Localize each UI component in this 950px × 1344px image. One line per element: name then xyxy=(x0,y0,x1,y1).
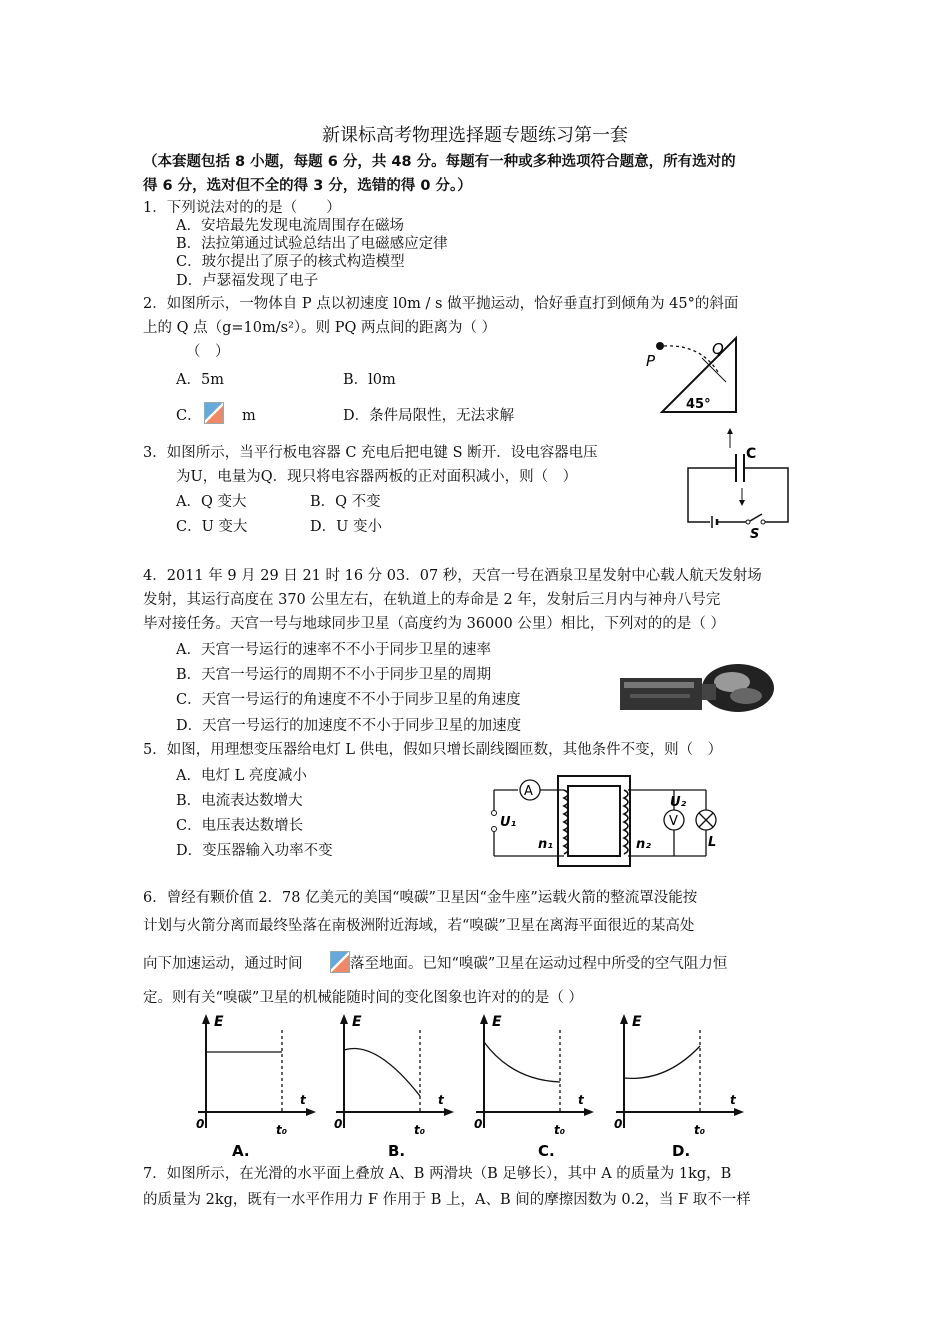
q7-stem-line-1: 7．如图所示，在光滑的水平面上叠放 A、B 两滑块（B 足够长），其中 A 的质量为 1kg，B xyxy=(143,1166,732,1182)
q3-option-d: D．U 变小 xyxy=(310,519,382,535)
q3-label-s: S xyxy=(750,527,760,542)
q4-stem-line-1: 4．2011 年 9 月 29 日 21 时 16 分 03．07 秒，天宫一号在酒泉卫星发射中心载人航天发射场 xyxy=(143,568,762,584)
q6-stem-line-4: 定。则有关“嗅碳”卫星的机械能随时间的变化图象也许对的的是（ ） xyxy=(143,990,583,1006)
q6-graph-d xyxy=(606,1010,746,1162)
q2-option-a: A．5m xyxy=(176,372,224,388)
q6-graph-b-y-label: E xyxy=(352,1014,362,1030)
q6-graph-d-label: D. xyxy=(672,1142,691,1160)
intro-line-1: （本套题包括 8 小题，每题 6 分，共 48 分。每题有一种或多种选项符合题意，所有选对的 xyxy=(143,154,736,170)
q6-graph-c-origin: 0 xyxy=(474,1117,483,1131)
q3-option-b: B．Q 不变 xyxy=(310,494,381,510)
q1-option-d: D．卢瑟福发现了电子 xyxy=(176,273,319,289)
q6-graph-c-t0: t₀ xyxy=(554,1123,565,1137)
q4-spacecraft-photo xyxy=(620,658,780,718)
q5-option-b: B．电流表达数增大 xyxy=(176,793,303,809)
q6-stem-line-1: 6．曾经有颗价值 2．78 亿美元的美国“嗅碳”卫星因“金牛座”运载火箭的整流罩没能按 xyxy=(143,890,698,906)
q5-label-u1: U₁ xyxy=(500,815,517,830)
q1-option-c: C．玻尔提出了原子的核式构造模型 xyxy=(176,254,405,270)
q6-graph-c xyxy=(466,1010,596,1162)
q4-option-d: D．天宫一号运行的加速度不不小于同步卫星的加速度 xyxy=(176,718,522,734)
q6-graph-a-y-label: E xyxy=(214,1014,224,1030)
q5-stem: 5．如图，用理想变压器给电灯 L 供电，假如只增长副线圈匝数，其他条件不变，则（ ） xyxy=(143,742,723,758)
q6-graph-d-origin: 0 xyxy=(614,1117,623,1131)
q5-ammeter-label: A xyxy=(524,784,533,799)
q5-transformer-figure xyxy=(488,772,728,872)
q6-graph-b xyxy=(326,1010,456,1162)
q5-label-u2: U₂ xyxy=(670,795,687,810)
q6-graph-d-y-label: E xyxy=(632,1014,642,1030)
q3-label-c: C xyxy=(746,446,757,462)
broken-image-icon xyxy=(204,402,224,424)
q6-graph-b-label: B. xyxy=(388,1142,406,1160)
q6-graph-b-origin: 0 xyxy=(334,1117,343,1131)
q2-label-q: Q xyxy=(712,340,724,358)
q6-stem-line-2: 计划与火箭分离而最终坠落在南极洲附近海域，若“嗅碳”卫星在离海平面很近的某高处 xyxy=(143,918,695,934)
q6-graph-a-label: A. xyxy=(232,1142,250,1160)
q2-option-b: B．l0m xyxy=(343,372,396,388)
q4-stem-line-2: 发射，其运行高度在 370 公里左右，在轨道上的寿命是 2 年，发射后三月内与神舟八号完 xyxy=(143,592,721,608)
q2-option-d: D．条件局限性，无法求解 xyxy=(343,408,515,424)
q3-stem-line-1: 3．如图所示，当平行板电容器 C 充电后把电键 S 断开．设电容器电压 xyxy=(143,445,598,461)
q2-stem-line-2: 上的 Q 点（g=10m/s²）。则 PQ 两点间的距离为（ ） xyxy=(143,320,497,336)
q6-graph-a-origin: 0 xyxy=(196,1117,205,1131)
q6-graph-c-x-label: t xyxy=(578,1093,584,1107)
q6-graph-c-label: C. xyxy=(538,1142,555,1160)
q2-stem-line-1: 2．如图所示，一物体自 P 点以初速度 l0m / s 做平抛运动，恰好垂直打到倾角为 45°的斜面 xyxy=(143,296,739,312)
q6-stem-line-3-prefix: 向下加速运动，通过时间 xyxy=(143,956,303,972)
q5-label-n1: n₁ xyxy=(538,837,553,852)
q4-option-c: C．天宫一号运行的角速度不不小于同步卫星的角速度 xyxy=(176,692,521,708)
q2-option-c-suffix: m xyxy=(242,408,256,424)
q5-option-a: A．电灯 L 亮度减小 xyxy=(176,768,307,784)
intro-line-2: 得 6 分，选对但不全的得 3 分，选错的得 0 分。） xyxy=(143,178,472,194)
q6-graph-d-t0: t₀ xyxy=(694,1123,705,1137)
q6-graph-b-t0: t₀ xyxy=(414,1123,425,1137)
q4-stem-line-3: 毕对接任务。天宫一号与地球同步卫星（高度约为 36000 公里）相比，下列对的的是（ ） xyxy=(143,616,725,632)
q1-option-b: B．法拉第通过试验总结出了电磁感应定律 xyxy=(176,236,448,252)
q4-option-a: A．天宫一号运行的速率不不小于同步卫星的速率 xyxy=(176,642,491,658)
q3-capacitor-figure xyxy=(680,426,795,542)
q1-stem: 1．下列说法对的的是（ ） xyxy=(143,200,341,216)
q4-option-b: B．天宫一号运行的周期不不小于同步卫星的周期 xyxy=(176,667,492,683)
q2-slope-figure xyxy=(640,334,750,416)
q2-label-p: P xyxy=(646,352,656,370)
q6-graph-b-x-label: t xyxy=(438,1093,444,1107)
q6-graph-a-t0: t₀ xyxy=(276,1123,287,1137)
q6-graph-d-x-label: t xyxy=(730,1093,736,1107)
q2-option-c-prefix: C． xyxy=(176,408,202,424)
q6-graph-a-x-label: t xyxy=(300,1093,306,1107)
broken-image-icon xyxy=(330,951,350,973)
q5-voltmeter-label: V xyxy=(669,814,678,829)
q3-stem-line-2: 为U，电量为Q．现只将电容器两板的正对面积减小，则（ ） xyxy=(176,469,578,485)
q7-stem-line-2: 的质量为 2kg，既有一水平作用力 F 作用于 B 上，A、B 间的摩擦因数为 0.2，当 F 取不一样 xyxy=(143,1192,751,1208)
q5-label-n2: n₂ xyxy=(636,837,651,852)
q5-label-l: L xyxy=(708,835,717,850)
q2-stem-line-3: （ ） xyxy=(186,344,230,360)
q6-graph-a xyxy=(188,1010,318,1162)
q6-stem-line-3-suffix: 落至地面。已知“嗅碳”卫星在运动过程中所受的空气阻力恒 xyxy=(350,956,728,972)
q3-option-c: C．U 变大 xyxy=(176,519,248,535)
page-title: 新课标高考物理选择题专题练习第一套 xyxy=(322,125,628,146)
q2-label-angle: 45° xyxy=(686,397,711,412)
q1-option-a: A．安培最先发现电流周围存在磁场 xyxy=(176,218,404,234)
q3-option-a: A．Q 变大 xyxy=(176,494,247,510)
q6-graph-c-y-label: E xyxy=(492,1014,502,1030)
q5-option-d: D．变压器输入功率不变 xyxy=(176,843,333,859)
q5-option-c: C．电压表达数增长 xyxy=(176,818,304,834)
